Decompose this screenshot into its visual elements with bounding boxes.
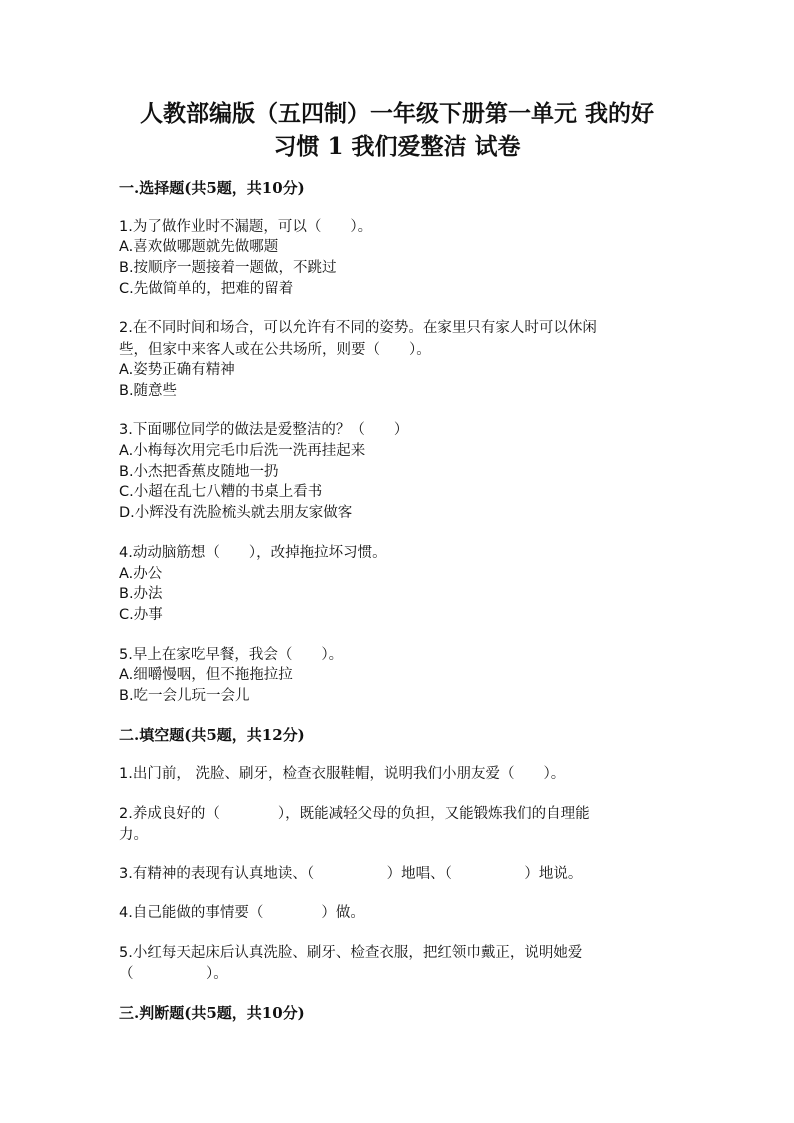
title-line-1: 人教部编版（五四制）一年级下册第一单元 我的好 bbox=[139, 100, 654, 127]
section-heading-judge: 三.判断题(共5题，共10分) bbox=[119, 1004, 305, 1022]
question-option: B.吃一会儿玩一会儿 bbox=[119, 688, 250, 704]
fill-question: （ ）。 bbox=[119, 966, 228, 982]
question-option: A.办公 bbox=[119, 566, 163, 582]
question-stem: 4.动动脑筋想（ ），改掉拖拉坏习惯。 bbox=[119, 545, 387, 561]
section-heading-fill: 二.填空题(共5题，共12分) bbox=[119, 726, 305, 744]
section-heading-choice: 一.选择题(共5题，共10分) bbox=[119, 179, 305, 197]
question-option: D.小辉没有洗脸梳头就去朋友家做客 bbox=[119, 505, 353, 521]
question-option: B.按顺序一题接着一题做，不跳过 bbox=[119, 260, 337, 276]
question-option: A.细嚼慢咽，但不拖拖拉拉 bbox=[119, 667, 293, 683]
question-option: A.姿势正确有精神 bbox=[119, 362, 235, 378]
question-option: A.喜欢做哪题就先做哪题 bbox=[119, 239, 279, 255]
question-stem: 3.下面哪位同学的做法是爱整洁的？（ ） bbox=[119, 422, 409, 438]
question-option: B.小杰把香蕉皮随地一扔 bbox=[119, 464, 279, 480]
question-stem: 2.在不同时间和场合，可以允许有不同的姿势。在家里只有家人时可以休闲 bbox=[119, 320, 597, 336]
question-option: C.办事 bbox=[119, 607, 163, 623]
fill-question: 3.有精神的表现有认真地读、（ ）地唱、（ ）地说。 bbox=[119, 866, 583, 882]
fill-question: 4.自己能做的事情要（ ）做。 bbox=[119, 905, 365, 921]
question-option: C.小超在乱七八糟的书桌上看书 bbox=[119, 484, 323, 500]
question-stem: 1.为了做作业时不漏题，可以（ ）。 bbox=[119, 219, 373, 235]
fill-question: 5.小红每天起床后认真洗脸、刷牙、检查衣服，把红领巾戴正，说明她爱 bbox=[119, 945, 583, 961]
question-option: C.先做简单的，把难的留着 bbox=[119, 281, 294, 297]
question-option: B.随意些 bbox=[119, 383, 178, 399]
question-stem: 5.早上在家吃早餐，我会（ ）。 bbox=[119, 647, 344, 663]
fill-question: 1.出门前， 洗脸、刷牙，检查衣服鞋帽，说明我们小朋友爱（ ）。 bbox=[119, 766, 566, 782]
fill-question: 力。 bbox=[119, 827, 148, 843]
title-line-2: 习惯 1 我们爱整洁 试卷 bbox=[273, 133, 521, 160]
question-option: B.办法 bbox=[119, 586, 163, 602]
question-stem: 些，但家中来客人或在公共场所，则要（ ）。 bbox=[119, 342, 431, 358]
fill-question: 2.养成良好的（ ），既能减轻父母的负担，又能锻炼我们的自理能 bbox=[119, 806, 590, 822]
question-option: A.小梅每次用完毛巾后洗一洗再挂起来 bbox=[119, 443, 366, 459]
